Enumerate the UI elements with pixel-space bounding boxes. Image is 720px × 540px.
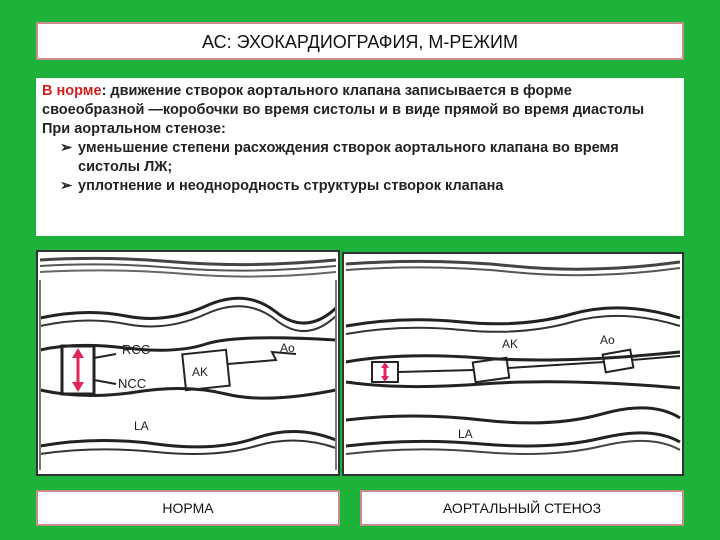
caption-stenosis-box [360,490,684,526]
label-ao-stenosis: Ao [600,333,615,347]
diagram-normal [36,250,340,476]
norm-text: : движение створок аортального клапана записывается в форме своеобразной —коробочки во время систолы и в виде прямой во время диастолы [42,83,645,118]
caption-stenosis: АОРТАЛЬНЫЙ СТЕНОЗ [442,500,602,516]
norm-label: В норме [42,83,102,99]
bullet-text-2: уплотнение и неоднородность структуры створок клапана [78,178,504,194]
label-ncc: NCC [118,376,147,391]
norm-paragraph [42,82,678,120]
diagram-stenosis [342,252,684,476]
m-mode-normal-drawing [36,250,340,476]
m-mode-stenosis-drawing [342,252,684,476]
label-la-stenosis: LA [458,427,473,441]
bullet-item-1 [42,139,678,177]
label-ao-norm: Ao [280,341,295,355]
caption-normal: НОРМА [162,500,214,516]
caption-normal-box [36,490,340,526]
page-title: АС: ЭХОКАРДИОГРАФИЯ, М-РЕЖИМ [202,32,518,52]
bullet-text-1: уменьшение степени расхождения створок аортального клапана во время систолы ЛЖ; [78,140,619,175]
bullet-item-2 [42,177,678,196]
label-rcc: RCC [122,342,151,357]
label-ak-stenosis: AK [502,337,519,351]
stenosis-intro: При аортальном стенозе: [42,121,226,137]
label-la-norm: LA [134,419,149,433]
arrow-bullet-icon: ➢ [60,178,73,194]
title-box [36,22,684,60]
description-box [36,78,684,236]
label-ak-norm: AK [192,365,209,379]
arrow-bullet-icon: ➢ [60,140,73,156]
